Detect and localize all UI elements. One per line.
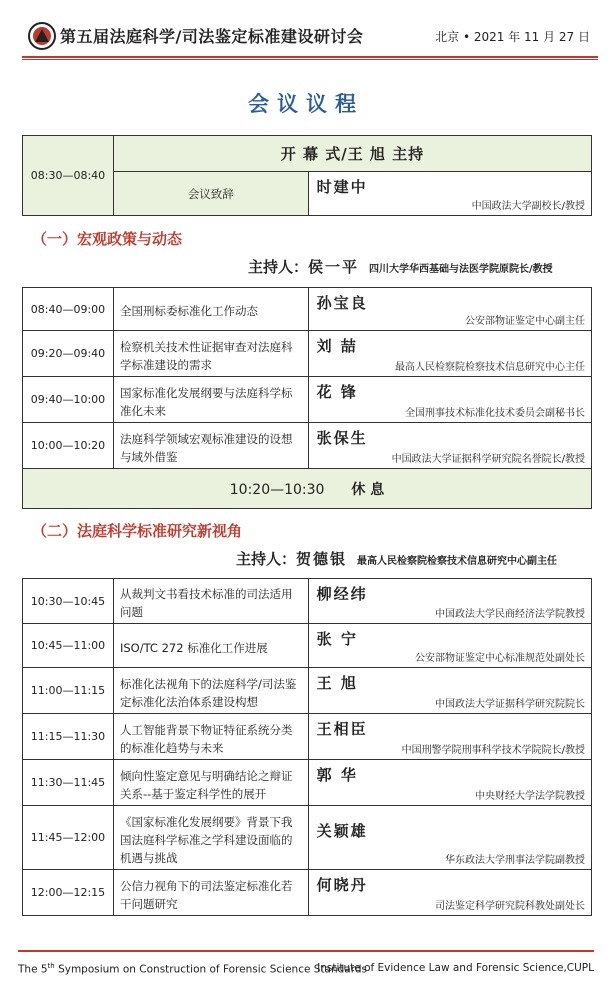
speaker-name: 张 宁: [316, 630, 358, 648]
speaker-affiliation: 最高人民检察院检察技术信息研究中心主任: [395, 362, 585, 373]
row-topic: ISO/TC 272 标准化工作进展: [113, 624, 308, 668]
page-header: [0, 0, 612, 60]
speaker-affiliation: 中国政法大学民商经济法学院教授: [435, 609, 585, 620]
symposium-logo-icon: [28, 22, 56, 50]
opening-heading: 开 幕 式/王 旭 主持: [113, 136, 591, 172]
table-row: [23, 806, 592, 870]
row-time: 12:00—12:15: [23, 870, 114, 916]
speaker-name: 关颖雄: [316, 822, 368, 840]
speaker-affiliation: 中国政法大学证据科学研究院院长: [435, 699, 585, 710]
row-topic: 法庭科学领域宏观标准建设的设想与域外借鉴: [113, 423, 308, 469]
row-time: 09:20—09:40: [23, 331, 114, 377]
header-divider-thin: [22, 59, 598, 60]
speaker-name: 花 锋: [316, 383, 358, 401]
page-title: 会议议程: [248, 91, 364, 116]
row-speaker-cell: [308, 423, 591, 469]
opening-speaker-cell: [308, 172, 591, 216]
speaker-affiliation: 公安部物证鉴定中心副主任: [465, 316, 585, 327]
row-speaker-cell: [308, 668, 591, 714]
speaker-affiliation: 公安部物证鉴定中心标准规范处副处长: [415, 653, 585, 664]
row-speaker-cell: [308, 714, 591, 760]
row-topic: 全国刑标委标准化工作动态: [113, 288, 308, 331]
section-1-table: [22, 287, 592, 509]
speaker-affiliation: 华东政法大学刑事法学院副教授: [445, 855, 585, 866]
row-topic: 从裁判文书看技术标准的司法适用问题: [113, 579, 308, 624]
row-topic: 公信力视角下的司法鉴定标准化若干问题研究: [113, 870, 308, 916]
host-affiliation: 四川大学华西基础与法医学院原院长/教授: [369, 264, 553, 275]
row-time: 10:45—11:00: [23, 624, 114, 668]
header-divider: [22, 56, 598, 58]
host-name: 贺德银: [296, 550, 348, 568]
row-speaker-cell: [308, 331, 591, 377]
section-1-title: （一）宏观政策与动态: [32, 230, 183, 248]
row-speaker-cell: [308, 806, 591, 870]
row-speaker-cell: [308, 377, 591, 423]
row-speaker-cell: [308, 760, 591, 806]
opening-topic: 会议致辞: [113, 172, 308, 216]
row-speaker-cell: [308, 624, 591, 668]
footer-left: [18, 962, 367, 976]
speaker-affiliation: 中央财经大学法学院教授: [475, 791, 585, 802]
footer-left-sup: th: [47, 962, 55, 970]
table-row: [23, 760, 592, 806]
row-time: 11:45—12:00: [23, 806, 114, 870]
speaker-affiliation: 中国政法大学证据科学研究院名誉院长/教授: [391, 454, 585, 465]
break-row: [23, 469, 592, 509]
break-label: 休 息: [351, 481, 385, 498]
table-row: [23, 288, 592, 331]
footer-left-prefix: The 5: [18, 963, 48, 976]
speaker-name: 王 旭: [316, 674, 358, 692]
table-row: [23, 714, 592, 760]
speaker-affiliation: 司法鉴定科学研究院科教处副处长: [435, 901, 585, 912]
row-time: 11:15—11:30: [23, 714, 114, 760]
table-row: [23, 668, 592, 714]
break-cell: [23, 469, 592, 509]
opening-time: 08:30—08:40: [23, 136, 114, 216]
break-time: 10:20—10:30: [229, 481, 325, 498]
host-label: 主持人：: [248, 258, 309, 276]
table-row: [23, 331, 592, 377]
section-2-title: （二）法庭科学标准研究新视角: [32, 522, 243, 540]
row-time: 11:00—11:15: [23, 668, 114, 714]
speaker-name: 何晓丹: [316, 876, 368, 894]
row-speaker-cell: [308, 870, 591, 916]
speaker-name: 张保生: [316, 429, 368, 447]
speaker-name: 时建中: [316, 178, 368, 196]
table-row: [23, 870, 592, 916]
row-time: 11:30—11:45: [23, 760, 114, 806]
header-date: 北京 • 2021 年 11 月 27 日: [435, 30, 590, 44]
section-2-host: [236, 548, 557, 569]
speaker-name: 孙宝良: [316, 294, 368, 312]
table-row: [23, 377, 592, 423]
speaker-affiliation: 中国刑警学院刑事科学技术学院院长/教授: [401, 745, 585, 756]
section-2-table: [22, 578, 592, 916]
header-title: 第五届法庭科学/司法鉴定标准建设研讨会: [60, 27, 364, 46]
row-time: 09:40—10:00: [23, 377, 114, 423]
row-topic: 人工智能背景下物证特征系统分类的标准化趋势与未来: [113, 714, 308, 760]
footer-right: Institute of Evidence Law and Forensic Science,CUPL: [317, 962, 594, 974]
row-topic: 标准化法视角下的法庭科学/司法鉴定标准化法治体系建设构想: [113, 668, 308, 714]
row-topic: 倾向性鉴定意见与明确结论之辩证关系--基于鉴定科学性的展开: [113, 760, 308, 806]
row-speaker-cell: [308, 579, 591, 624]
speaker-affiliation: 中国政法大学副校长/教授: [471, 201, 585, 212]
row-time: 10:30—10:45: [23, 579, 114, 624]
row-time: 08:40—09:00: [23, 288, 114, 331]
speaker-name: 柳经纬: [316, 585, 368, 603]
opening-table: [22, 135, 592, 216]
row-time: 10:00—10:20: [23, 423, 114, 469]
row-speaker-cell: [308, 288, 591, 331]
table-row: [23, 423, 592, 469]
row-topic: 国家标准化发展纲要与法庭科学标准化未来: [113, 377, 308, 423]
host-label: 主持人：: [236, 550, 297, 568]
speaker-name: 郭 华: [316, 766, 358, 784]
speaker-name: 刘 喆: [316, 337, 358, 355]
row-topic: 《国家标准化发展纲要》背景下我国法庭科学标准之学科建设面临的机遇与挑战: [113, 806, 308, 870]
footer-left-suffix: Symposium on Construction of Forensic Science Standards: [54, 963, 368, 976]
host-affiliation: 最高人民检察院检察技术信息研究中心副主任: [357, 556, 558, 567]
speaker-name: 王相臣: [316, 720, 368, 738]
footer-divider: [18, 950, 594, 952]
row-topic: 检察机关技术性证据审查对法庭科学标准建设的需求: [113, 331, 308, 377]
speaker-affiliation: 全国刑事技术标准化技术委员会副秘书长: [405, 408, 585, 419]
host-name: 侯一平: [308, 258, 360, 276]
table-row: [23, 579, 592, 624]
section-1-host: [248, 256, 553, 277]
table-row: [23, 624, 592, 668]
